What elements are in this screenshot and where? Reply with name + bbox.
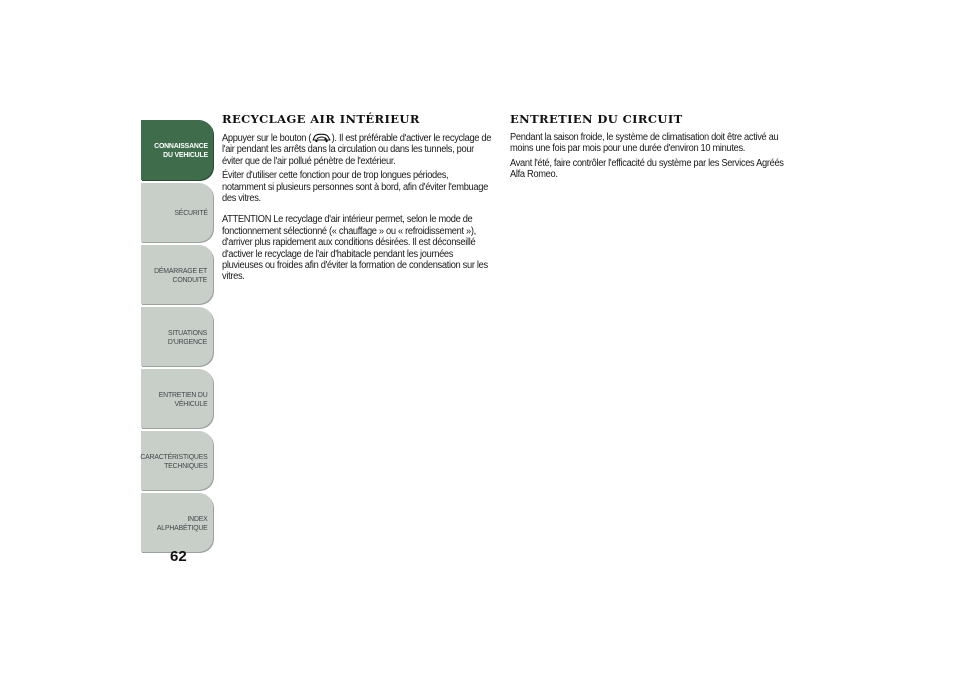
section-entretien-circuit — [510, 112, 788, 184]
tab-label: INDEX ALPHABÉTIQUE — [156, 513, 208, 532]
section-heading: ENTRETIEN DU CIRCUIT — [510, 112, 683, 126]
tab-label: SÉCURITÉ — [174, 208, 208, 217]
tab-label: ENTRETIEN DU VÉHICULE — [158, 389, 208, 408]
section-heading: RECYCLAGE AIR INTÉRIEUR — [222, 112, 420, 126]
text-fragment: ). Il est préférable d'activer le recyclage de l'air pendant les arrêts dans la circulation ou dans les tunnels, pour éviter que de l'air pollué pénètre de l'extérieur. — [222, 133, 492, 167]
paragraph-before-summer: Avant l'été, faire contrôler l'efficacité du système par les Services Agréés Alfa Romeo. — [510, 157, 784, 181]
air-recirculation-icon — [311, 132, 331, 143]
page-number: 62 — [170, 548, 187, 565]
paragraph-cold-season: Pendant la saison froide, le système de climatisation doit être activé au moins une fois par mois pour une durée d'environ 10 minutes. — [510, 132, 779, 155]
paragraph-recyclage-button — [222, 132, 493, 167]
tab-index-alphabetique[interactable] — [141, 493, 213, 552]
paragraph-avoid-long-use: Éviter d'utiliser cette fonction pour de trop longues périodes, notamment si plusieurs personnes sont à bord, afin d'éviter l'embuage des vitres. — [222, 170, 488, 205]
tab-label: CONNAISSANCE DU VEHICULE — [153, 141, 208, 159]
text-fragment: Appuyer sur le bouton ( — [222, 133, 312, 144]
tab-caracteristiques-techniques[interactable] — [141, 431, 213, 490]
tab-label: DÉMARRAGE ET CONDUITE — [154, 265, 208, 284]
paragraph-attention: ATTENTION Le recyclage d'air intérieur permet, selon le mode de fonctionnement sélectionné (« chauffage » ou « refroidissement »), d'arriver plus rapidement aux conditions désirées. Il est déconseillé d'activer le recyclage de l'air d'habitacle pendant les journées pluvieuses ou froides afin d'éviter la formation de condensation sur les vitres. — [222, 214, 488, 283]
tab-label: SITUATIONS D'URGENCE — [168, 327, 208, 346]
tab-entretien-du-vehicule[interactable] — [141, 369, 213, 428]
tab-situations-d-urgence[interactable] — [141, 307, 213, 366]
tab-securite[interactable] — [141, 183, 213, 242]
tab-demarrage-et-conduite[interactable] — [141, 245, 213, 304]
tab-label: CARACTÉRISTIQUES TECHNIQUES — [140, 451, 208, 470]
tab-connaissance-du-vehicule[interactable] — [141, 120, 213, 180]
section-recyclage-air — [222, 112, 494, 286]
chapter-tabs — [141, 120, 213, 555]
